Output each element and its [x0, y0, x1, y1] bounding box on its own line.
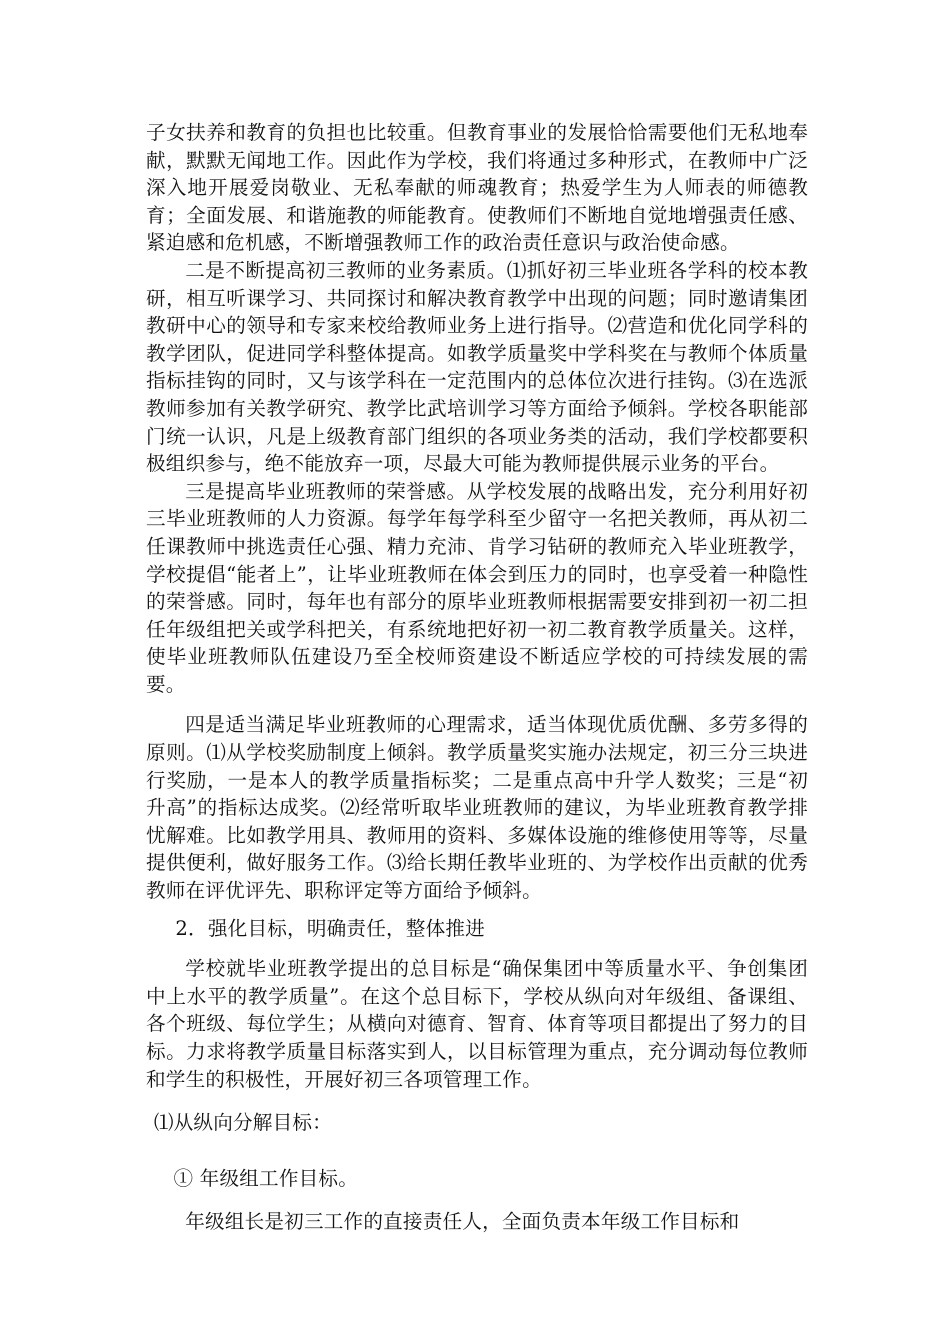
- final-paragraph: 年级组长是初三工作的直接责任人，全面负责本年级工作目标和: [185, 1210, 740, 1234]
- paragraph-teacher-needs: 四是适当满足毕业班教师的心理需求，适当体现优质优酬、多劳多得的原则。⑴从学校奖励制度上倾斜。教学质量奖实施办法规定，初三分三块进行奖励，一是本人的教学质量指标奖；二是重点高中升学人数奖；三是“初升高”的指标达成奖。⑵经常听取毕业班教师的建议，为毕业班教育教学排忧解难。比如教学用具、教师用的资料、多媒体设施的维修使用等等，尽量提供便利，做好服务工作。⑶给长期任教毕业班的、为学校作出贡献的优秀教师在评优评先、职称评定等方面给予倾斜。: [146, 713, 808, 903]
- section-heading: 2．强化目标，明确责任，整体推进: [175, 916, 485, 940]
- document-page: [146, 119, 808, 1236]
- paragraph-teacher-quality: 二是不断提高初三教师的业务素质。⑴抓好初三毕业班各学科的校本教研，相互听课学习、共同探讨和解决教育教学中出现的问题；同时邀请集团教研中心的领导和专家来校给教师业务上进行指导。⑵营造和优化同学科的教学团队，促进同学科整体提高。如教学质量奖中学科奖在与教师个体质量指标挂钩的同时，又与该学科在一定范围内的总体位次进行挂钩。⑶在选派教师参加有关教学研究、教学比武培训学习等方面给予倾斜。学校各职能部门统一认识，凡是上级教育部门组织的各项业务类的活动，我们学校都要积极组织参与，绝不能放弃一项，尽最大可能为教师提供展示业务的平台。: [146, 258, 808, 476]
- section-paragraph: 学校就毕业班教学提出的总目标是“确保集团中等质量水平、争创集团中上水平的教学质量”。在这个总目标下，学校从纵向对年级组、备课组、各个班级、每位学生；从横向对德育、智育、体育等项目都提出了努力的目标。力求将教学质量目标落实到人，以目标管理为重点，充分调动每位教师和学生的积极性，开展好初三各项管理工作。: [146, 957, 808, 1091]
- circled-heading: ① 年级组工作目标。: [173, 1166, 359, 1190]
- sub-heading: ⑴从纵向分解目标：: [153, 1111, 332, 1135]
- paragraph-continuation: 子女扶养和教育的负担也比较重。但教育事业的发展恰恰需要他们无私地奉献，默默无闻地工作。因此作为学校，我们将通过多种形式，在教师中广泛深入地开展爱岗敬业、无私奉献的师魂教育；热爱学生为人师表的师德教育；全面发展、和谐施教的师能教育。使教师们不断地自觉地增强责任感、紧迫感和危机感，不断增强教师工作的政治责任意识与政治使命感。: [146, 121, 808, 255]
- paragraph-teacher-honor: 三是提高毕业班教师的荣誉感。从学校发展的战略出发，充分利用好初三毕业班教师的人力资源。每学年每学科至少留守一名把关教师，再从初二任课教师中挑选责任心强、精力充沛、肯学习钻研的教师充入毕业班教学，学校提倡“能者上”，让毕业班教师在体会到压力的同时，也享受着一种隐性的荣誉感。同时，每年也有部分的原毕业班教师根据需要安排到初一初二担任年级组把关或学科把关，有系统地把好初一初二教育教学质量关。这样，使毕业班教师队伍建设乃至全校师资建设不断适应学校的可持续发展的需要。: [146, 479, 808, 696]
